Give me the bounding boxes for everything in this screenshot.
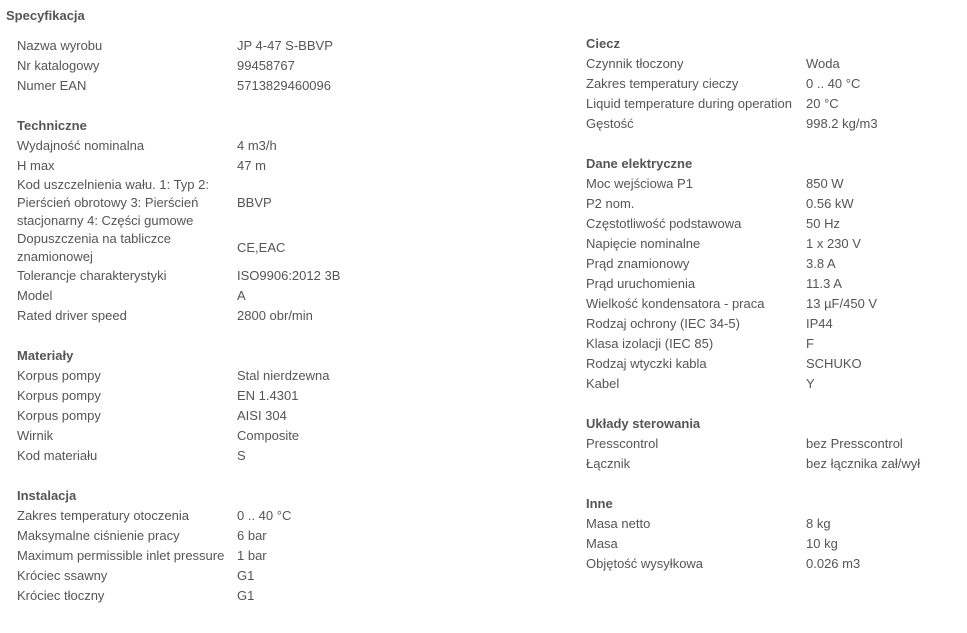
spec-label: H max xyxy=(17,158,55,173)
spec-section-materialy xyxy=(17,346,557,466)
spec-label: Moc wejściowa P1 xyxy=(586,176,693,191)
spec-label: Zakres temperatury otoczenia xyxy=(17,508,189,523)
spec-label: Dopuszczenia na tabliczce znamionowej xyxy=(17,231,171,264)
spec-value: SCHUKO xyxy=(806,356,862,371)
spec-label: Prąd uruchomienia xyxy=(586,276,696,291)
spec-label: Klasa izolacji (IEC 85) xyxy=(586,336,714,351)
spec-row xyxy=(17,36,557,56)
spec-value: 8 kg xyxy=(806,516,831,531)
spec-row xyxy=(17,156,557,176)
section-title: Ciecz xyxy=(586,36,620,51)
spec-label: Prąd znamionowy xyxy=(586,256,690,271)
spec-row xyxy=(17,426,557,446)
spec-label: Maksymalne ciśnienie pracy xyxy=(17,528,180,543)
spec-label: Wirnik xyxy=(17,428,54,443)
page-title: Specyfikacja xyxy=(6,8,85,23)
spec-value: bez łącznika zał/wył xyxy=(806,456,921,471)
section-title: Inne xyxy=(586,496,613,511)
spec-value: G1 xyxy=(237,588,255,603)
spec-label: Rated driver speed xyxy=(17,308,127,323)
section-title: Materiały xyxy=(17,348,74,363)
spec-value: 5713829460096 xyxy=(237,78,331,93)
spec-row xyxy=(17,546,557,566)
spec-label: Maximum permissible inlet pressure xyxy=(17,548,225,563)
spec-row xyxy=(586,554,956,574)
spec-label: Korpus pompy xyxy=(17,408,101,423)
spec-label: Kod uszczelnienia wału. 1: Typ 2: Pierścień obrotowy 3: Pierścień stacjonarny 4: Części gumowe xyxy=(17,177,209,228)
spec-value: 1 x 230 V xyxy=(806,236,861,251)
spec-value: BBVP xyxy=(237,195,272,210)
spec-value: 2800 obr/min xyxy=(237,308,313,323)
spec-row xyxy=(586,374,956,394)
spec-label: Częstotliwość podstawowa xyxy=(586,216,742,231)
spec-row xyxy=(17,76,557,96)
spec-label: Króciec ssawny xyxy=(17,568,108,583)
section-title: Układy sterowania xyxy=(586,416,701,431)
spec-row xyxy=(17,230,557,266)
spec-label: Model xyxy=(17,288,53,303)
spec-label: Tolerancje charakterystyki xyxy=(17,268,167,283)
spec-label: Korpus pompy xyxy=(17,368,101,383)
spec-value: 6 bar xyxy=(237,528,267,543)
spec-row xyxy=(586,174,956,194)
spec-row xyxy=(17,446,557,466)
spec-row xyxy=(586,234,956,254)
spec-label: Wielkość kondensatora - praca xyxy=(586,296,765,311)
spec-value: Woda xyxy=(806,56,840,71)
spec-label: Kabel xyxy=(586,376,620,391)
spec-label: P2 nom. xyxy=(586,196,635,211)
spec-value: Y xyxy=(806,376,815,391)
spec-value: 1 bar xyxy=(237,548,267,563)
spec-label: Numer EAN xyxy=(17,78,87,93)
spec-row xyxy=(586,294,956,314)
spec-row xyxy=(17,56,557,76)
spec-row xyxy=(586,314,956,334)
section-title: Techniczne xyxy=(17,118,87,133)
spec-value: 4 m3/h xyxy=(237,138,277,153)
spec-value: 99458767 xyxy=(237,58,295,73)
spec-label: Presscontrol xyxy=(586,436,659,451)
spec-row xyxy=(586,114,956,134)
spec-label: Zakres temperatury cieczy xyxy=(586,76,739,91)
spec-section-instalacja xyxy=(17,486,557,606)
spec-row xyxy=(586,514,956,534)
spec-value: 998.2 kg/m3 xyxy=(806,116,878,131)
spec-section-uklady-sterowania xyxy=(586,414,956,474)
spec-value: S xyxy=(237,448,246,463)
spec-row xyxy=(586,334,956,354)
spec-value: CE,EAC xyxy=(237,240,286,255)
spec-row xyxy=(586,54,956,74)
spec-value: 13 µF/450 V xyxy=(806,296,878,311)
spec-row xyxy=(17,506,557,526)
spec-value: A xyxy=(237,288,246,303)
spec-value: 50 Hz xyxy=(806,216,840,231)
spec-label: Korpus pompy xyxy=(17,388,101,403)
right-spec-column xyxy=(586,34,956,594)
spec-label: Króciec tłoczny xyxy=(17,588,105,603)
spec-label: Nr katalogowy xyxy=(17,58,100,73)
spec-value: 0.026 m3 xyxy=(806,556,861,571)
spec-label: Łącznik xyxy=(586,456,631,471)
spec-value: JP 4-47 S-BBVP xyxy=(237,38,333,53)
spec-row xyxy=(586,74,956,94)
spec-value: AISI 304 xyxy=(237,408,287,423)
spec-row xyxy=(586,354,956,374)
spec-value: 0 .. 40 °C xyxy=(806,76,861,91)
spec-value: bez Presscontrol xyxy=(806,436,903,451)
spec-label: Napięcie nominalne xyxy=(586,236,701,251)
section-title: Dane elektryczne xyxy=(586,156,693,171)
spec-value: 10 kg xyxy=(806,536,838,551)
spec-label: Liquid temperature during operation xyxy=(586,96,792,111)
spec-row xyxy=(17,136,557,156)
spec-row xyxy=(17,526,557,546)
spec-value: Composite xyxy=(237,428,300,443)
spec-row xyxy=(17,406,557,426)
spec-row xyxy=(17,566,557,586)
spec-section-general xyxy=(17,36,557,96)
spec-row xyxy=(586,274,956,294)
spec-value: G1 xyxy=(237,568,255,583)
spec-label: Czynnik tłoczony xyxy=(586,56,684,71)
spec-value: F xyxy=(806,336,814,351)
spec-value: 0.56 kW xyxy=(806,196,854,211)
spec-label: Gęstość xyxy=(586,116,634,131)
spec-value: 0 .. 40 °C xyxy=(237,508,292,523)
left-spec-column xyxy=(17,36,557,626)
spec-label: Masa netto xyxy=(586,516,651,531)
spec-row xyxy=(586,434,956,454)
spec-row xyxy=(586,454,956,474)
spec-section-inne xyxy=(586,494,956,574)
spec-row xyxy=(17,366,557,386)
spec-value: 11.3 A xyxy=(806,276,842,291)
spec-value: 850 W xyxy=(806,176,844,191)
spec-row xyxy=(586,94,956,114)
spec-row xyxy=(586,214,956,234)
spec-label: Nazwa wyrobu xyxy=(17,38,103,53)
spec-value: 3.8 A xyxy=(806,256,836,271)
spec-label: Masa xyxy=(586,536,618,551)
section-title: Instalacja xyxy=(17,488,77,503)
spec-value: IP44 xyxy=(806,316,833,331)
spec-label: Kod materiału xyxy=(17,448,98,463)
spec-label: Rodzaj wtyczki kabla xyxy=(586,356,707,371)
spec-row xyxy=(586,254,956,274)
spec-value: 47 m xyxy=(237,158,266,173)
spec-row xyxy=(17,176,557,230)
spec-section-techniczne xyxy=(17,116,557,326)
spec-section-dane-elektryczne xyxy=(586,154,956,394)
spec-label: Rodzaj ochrony (IEC 34-5) xyxy=(586,316,740,331)
spec-row xyxy=(17,586,557,606)
spec-value: EN 1.4301 xyxy=(237,388,299,403)
spec-row xyxy=(17,266,557,286)
spec-value: ISO9906:2012 3B xyxy=(237,268,341,283)
spec-row xyxy=(17,306,557,326)
spec-label: Objętość wysyłkowa xyxy=(586,556,704,571)
spec-value: Stal nierdzewna xyxy=(237,368,330,383)
spec-label: Wydajność nominalna xyxy=(17,138,145,153)
spec-section-ciecz xyxy=(586,34,956,134)
spec-row xyxy=(17,386,557,406)
spec-row xyxy=(17,286,557,306)
spec-row xyxy=(586,534,956,554)
spec-value: 20 °C xyxy=(806,96,839,111)
spec-row xyxy=(586,194,956,214)
